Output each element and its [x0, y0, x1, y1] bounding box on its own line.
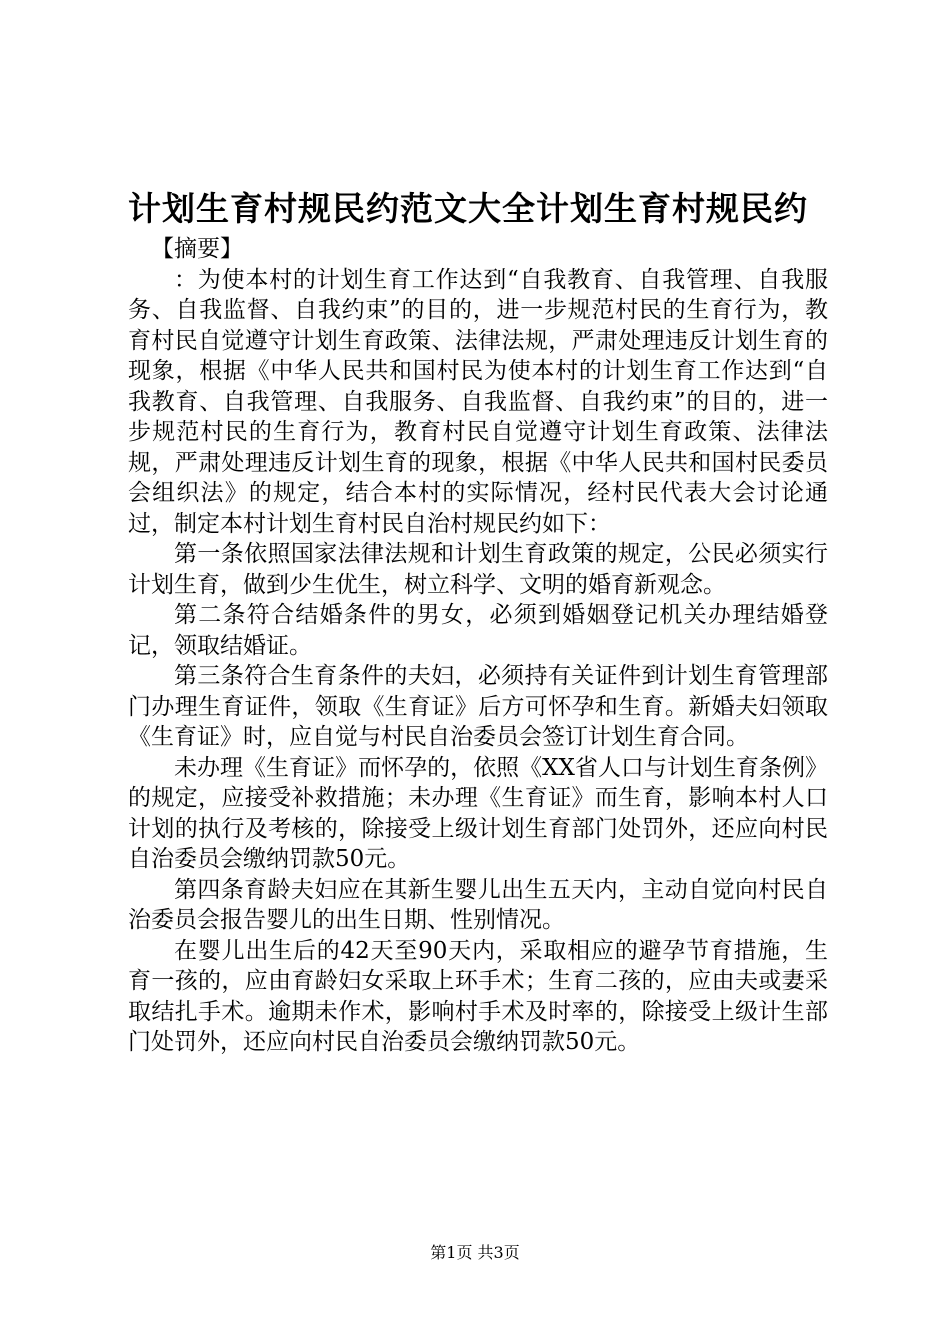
abstract-paragraph: ：为使本村的计划生育工作达到“自我教育、自我管理、自我服务、自我监督、自我约束”的目的，进一步规范村民的生育行为，教育村民自觉遵守计划生育政策、法律法规，严肃处理违反计划生育的现象，根据《中华人民共和国村民为使本村的计划生育工作达到“自我教育、自我管理、自我服务、自我监督、自我约束”的目的，进一步规范村民的生育行为，教育村民自觉遵守计划生育政策、法律法规，严肃处理违反计划生育的现象，根据《中华人民共和国村民委员会组织法》的规定，结合本村的实际情况，经村民代表大会讨论通过，制定本村计划生育村民自治村规民约如下： [128, 266, 828, 537]
article-2-paragraph: 第二条符合结婚条件的男女，必须到婚姻登记机关办理结婚登记，领取结婚证。 [128, 602, 828, 659]
abstract-label: 【摘要】 [151, 236, 243, 262]
article-3-penalty-paragraph: 未办理《生育证》而怀孕的，依照《XX省人口与计划生育条例》的规定，应接受补救措施；未办理《生育证》而生育，影响本村人口计划的执行及考核的，除接受上级计划生育部门处罚外，还应向村民自治委员会缴纳罚款50元。 [128, 754, 828, 872]
article-1-paragraph: 第一条依照国家法律法规和计划生育政策的规定，公民必须实行计划生育，做到少生优生，树立科学、文明的婚育新观念。 [128, 541, 828, 598]
article-4-contraception-paragraph: 在婴儿出生后的42天至90天内，采取相应的避孕节育措施，生育一孩的，应由育龄妇女采取上环手术；生育二孩的，应由夫或妻采取结扎手术。逾期未作术，影响村手术及时率的，除接受上级计生部门处罚外，还应向村民自治委员会缴纳罚款50元。 [128, 937, 828, 1055]
document-body [128, 234, 828, 1058]
article-3-paragraph: 第三条符合生育条件的夫妇，必须持有关证件到计划生育管理部门办理生育证件，领取《生育证》后方可怀孕和生育。新婚夫妇领取《生育证》时，应自觉与村民自治委员会签订计划生育合同。 [128, 663, 828, 750]
document-title: 计划生育村规民约范文大全计划生育村规民约 [128, 189, 808, 228]
page-number-footer: 第1页 共3页 [430, 1243, 520, 1262]
article-4-paragraph: 第四条育龄夫妇应在其新生婴儿出生五天内，主动自觉向村民自治委员会报告婴儿的出生日期、性别情况。 [128, 876, 828, 933]
